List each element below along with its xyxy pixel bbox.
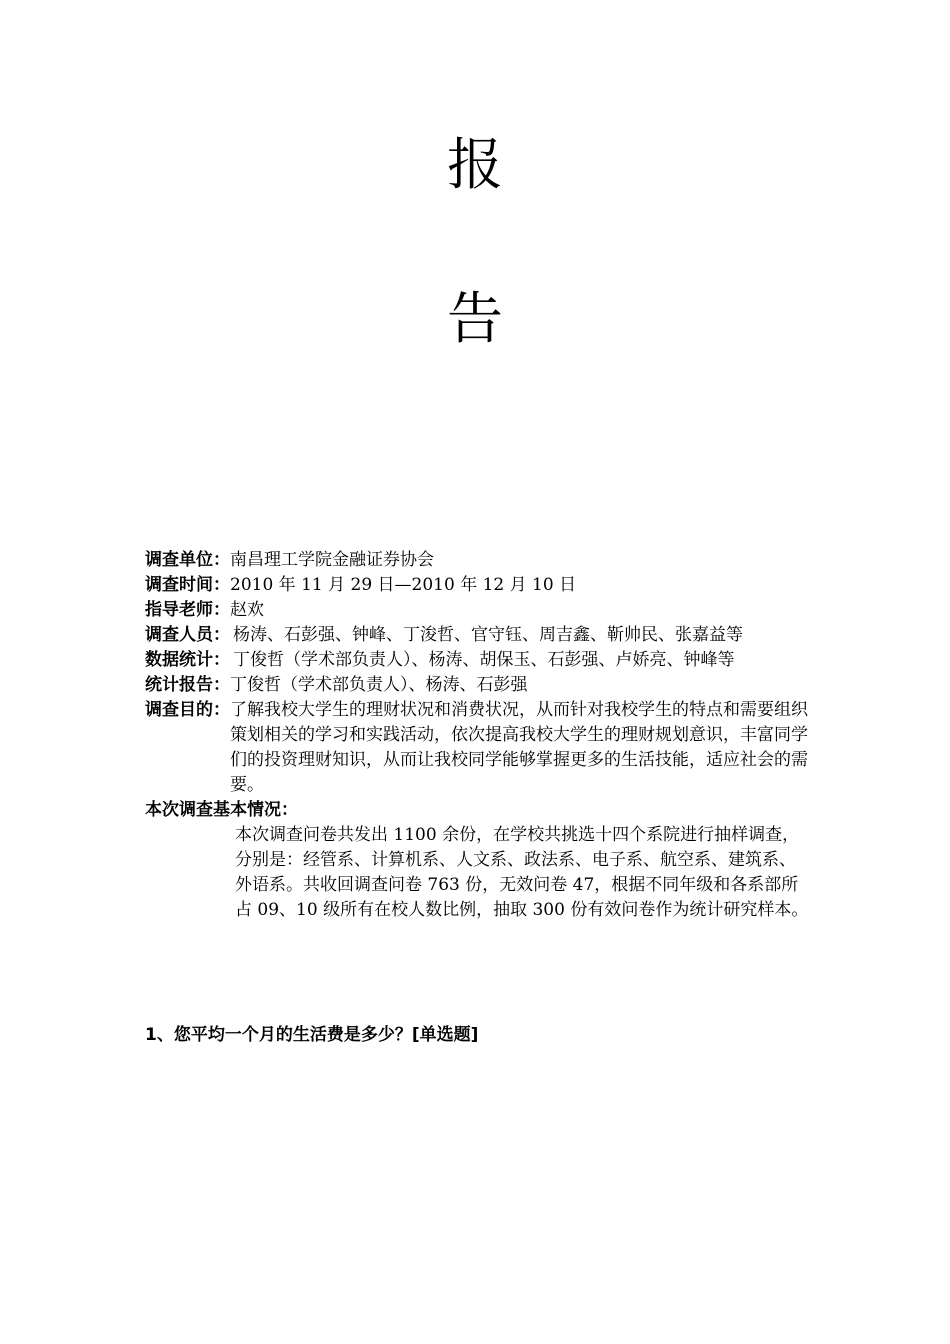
advisor-row — [145, 598, 810, 623]
report-row — [145, 673, 810, 698]
title-char-notice: 告 — [447, 287, 503, 352]
investigators-value: 杨涛、石彭强、钟峰、丁浚哲、官守钰、周吉鑫、靳帅民、张嘉益等 — [233, 625, 743, 645]
report-label: 统计报告： — [145, 675, 230, 695]
purpose-row — [145, 698, 810, 798]
investigators-label: 调查人员： — [145, 625, 230, 645]
survey-time-value: 2010 年 11 月 29 日—2010 年 12 月 10 日 — [230, 575, 577, 595]
report-value: 丁俊哲（学术部负责人）、杨涛、石彭强 — [230, 675, 528, 695]
summary-body: 本次调查问卷共发出 1100 余份，在学校共挑选十四个系院进行抽样调查，分别是：经管系、计算机系、人文系、政法系、电子系、航空系、建筑系、外语系。共收回调查问卷 763 份，无效问卷 47，根据不同年级和各系部所占 09、10 级所有在校人数比例，抽取 300 份有效问卷作为统计研究样本。 — [235, 825, 809, 920]
advisor-value: 赵欢 — [230, 600, 264, 620]
statistics-label: 数据统计： — [145, 650, 230, 670]
advisor-label: 指导老师： — [145, 600, 230, 620]
purpose-label: 调查目的： — [145, 700, 230, 720]
survey-info — [145, 548, 810, 923]
purpose-value: 了解我校大学生的理财状况和消费状况，从而针对我校学生的特点和需要组织策划相关的学习和实践活动，依次提高我校大学生的理财规划意识，丰富同学们的投资理财知识，从而让我校同学能够掌握更多的生活技能，适应社会的需要。 — [230, 700, 808, 795]
survey-unit-row — [145, 548, 810, 573]
statistics-value: 丁俊哲（学术部负责人）、杨涛、胡保玉、石彭强、卢娇亮、钟峰等 — [233, 650, 735, 670]
title-char-report: 报 — [447, 133, 503, 198]
investigators-row — [145, 623, 810, 648]
survey-time-row — [145, 573, 810, 598]
summary-heading: 本次调查基本情况： — [145, 800, 298, 820]
survey-unit-label: 调查单位： — [145, 550, 230, 570]
survey-unit-value: 南昌理工学院金融证券协会 — [230, 550, 434, 570]
question-1-title: 1、您平均一个月的生活费是多少？[单选题] — [145, 1025, 479, 1045]
statistics-row — [145, 648, 810, 673]
survey-time-label: 调查时间： — [145, 575, 230, 595]
